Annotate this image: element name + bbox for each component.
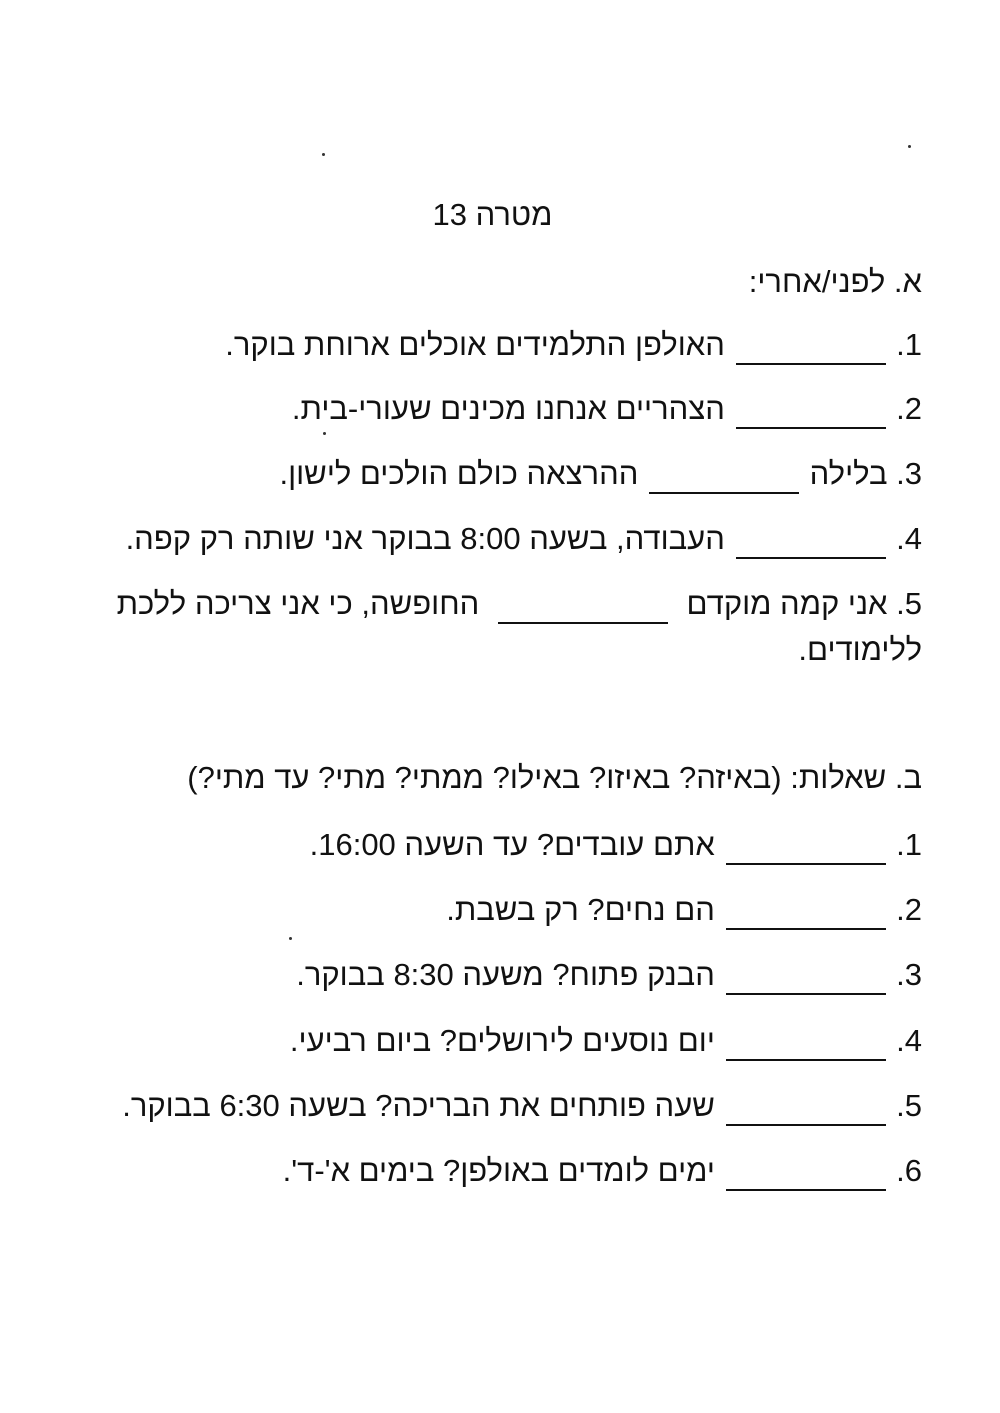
answer-blank[interactable] <box>736 527 886 559</box>
item-number: 2. <box>896 391 922 426</box>
answer-blank[interactable] <box>726 1159 886 1191</box>
answer-blank[interactable] <box>726 898 886 930</box>
section-a-item-3 <box>279 454 922 494</box>
section-a-item-5-continuation: ללימודים. <box>798 632 922 667</box>
item-text: שעה פותחים את הבריכה? בשעה 6:30 בבוקר. <box>122 1088 715 1123</box>
item-text: ימים לומדים באולפן? בימים א'-ד'. <box>282 1153 715 1188</box>
scan-speck <box>908 145 911 148</box>
section-a-item-2 <box>292 389 922 429</box>
item-text: הם נחים? רק בשבת. <box>446 892 715 927</box>
answer-blank[interactable] <box>498 592 668 624</box>
item-text: האולפן התלמידים אוכלים ארוחת בוקר. <box>225 327 725 362</box>
section-a-heading: א. לפני/אחרי: <box>748 264 922 299</box>
item-number: 4. <box>896 521 922 556</box>
item-text: החופשה, כי אני צריכה ללכת <box>116 586 480 621</box>
answer-blank[interactable] <box>736 397 886 429</box>
scan-speck <box>289 937 292 940</box>
section-a-item-5 <box>117 584 922 624</box>
answer-blank[interactable] <box>726 833 886 865</box>
item-text: העבודה, בשעה 8:00 בבוקר אני שותה רק קפה. <box>125 521 725 556</box>
item-text: הבנק פתוח? משעה 8:30 בבוקר. <box>296 957 715 992</box>
item-text: הצהריים אנחנו מכינים שעורי-בית. <box>291 391 725 426</box>
item-text-before: בלילה <box>809 456 888 491</box>
section-b-item-1 <box>310 825 922 865</box>
section-b-heading: ב. שאלות: (באיזה? באיזו? באילו? ממתי? מתי? עד מתי?) <box>187 760 922 795</box>
item-number: 3. <box>896 456 922 491</box>
section-b-item-4 <box>290 1021 922 1061</box>
item-number: 1. <box>896 327 922 362</box>
answer-blank[interactable] <box>736 333 886 365</box>
item-text: יום נוסעים לירושלים? ביום רביעי. <box>289 1023 715 1058</box>
answer-blank[interactable] <box>726 1029 886 1061</box>
scan-speck <box>322 153 325 156</box>
item-number: 5. <box>896 586 922 621</box>
section-a-item-4 <box>126 519 922 559</box>
answer-blank[interactable] <box>649 462 799 494</box>
item-number: 3. <box>896 957 922 992</box>
scan-speck <box>323 432 326 435</box>
item-number: 4. <box>896 1023 922 1058</box>
section-b-item-6 <box>283 1151 922 1191</box>
section-b-item-5 <box>122 1086 922 1126</box>
section-a-item-1 <box>225 325 922 365</box>
item-text: אתם עובדים? עד השעה 16:00. <box>309 827 715 862</box>
item-text: ההרצאה כולם הולכים לישון. <box>279 456 639 491</box>
item-number: 5. <box>896 1088 922 1123</box>
item-number: 2. <box>896 892 922 927</box>
section-b-item-3 <box>296 955 922 995</box>
item-text-before: אני קמה מוקדם <box>686 586 888 621</box>
answer-blank[interactable] <box>726 1094 886 1126</box>
answer-blank[interactable] <box>726 963 886 995</box>
page-title: מטרה 13 <box>432 197 553 232</box>
item-number: 6. <box>896 1153 922 1188</box>
section-b-item-2 <box>446 890 922 930</box>
item-number: 1. <box>896 827 922 862</box>
